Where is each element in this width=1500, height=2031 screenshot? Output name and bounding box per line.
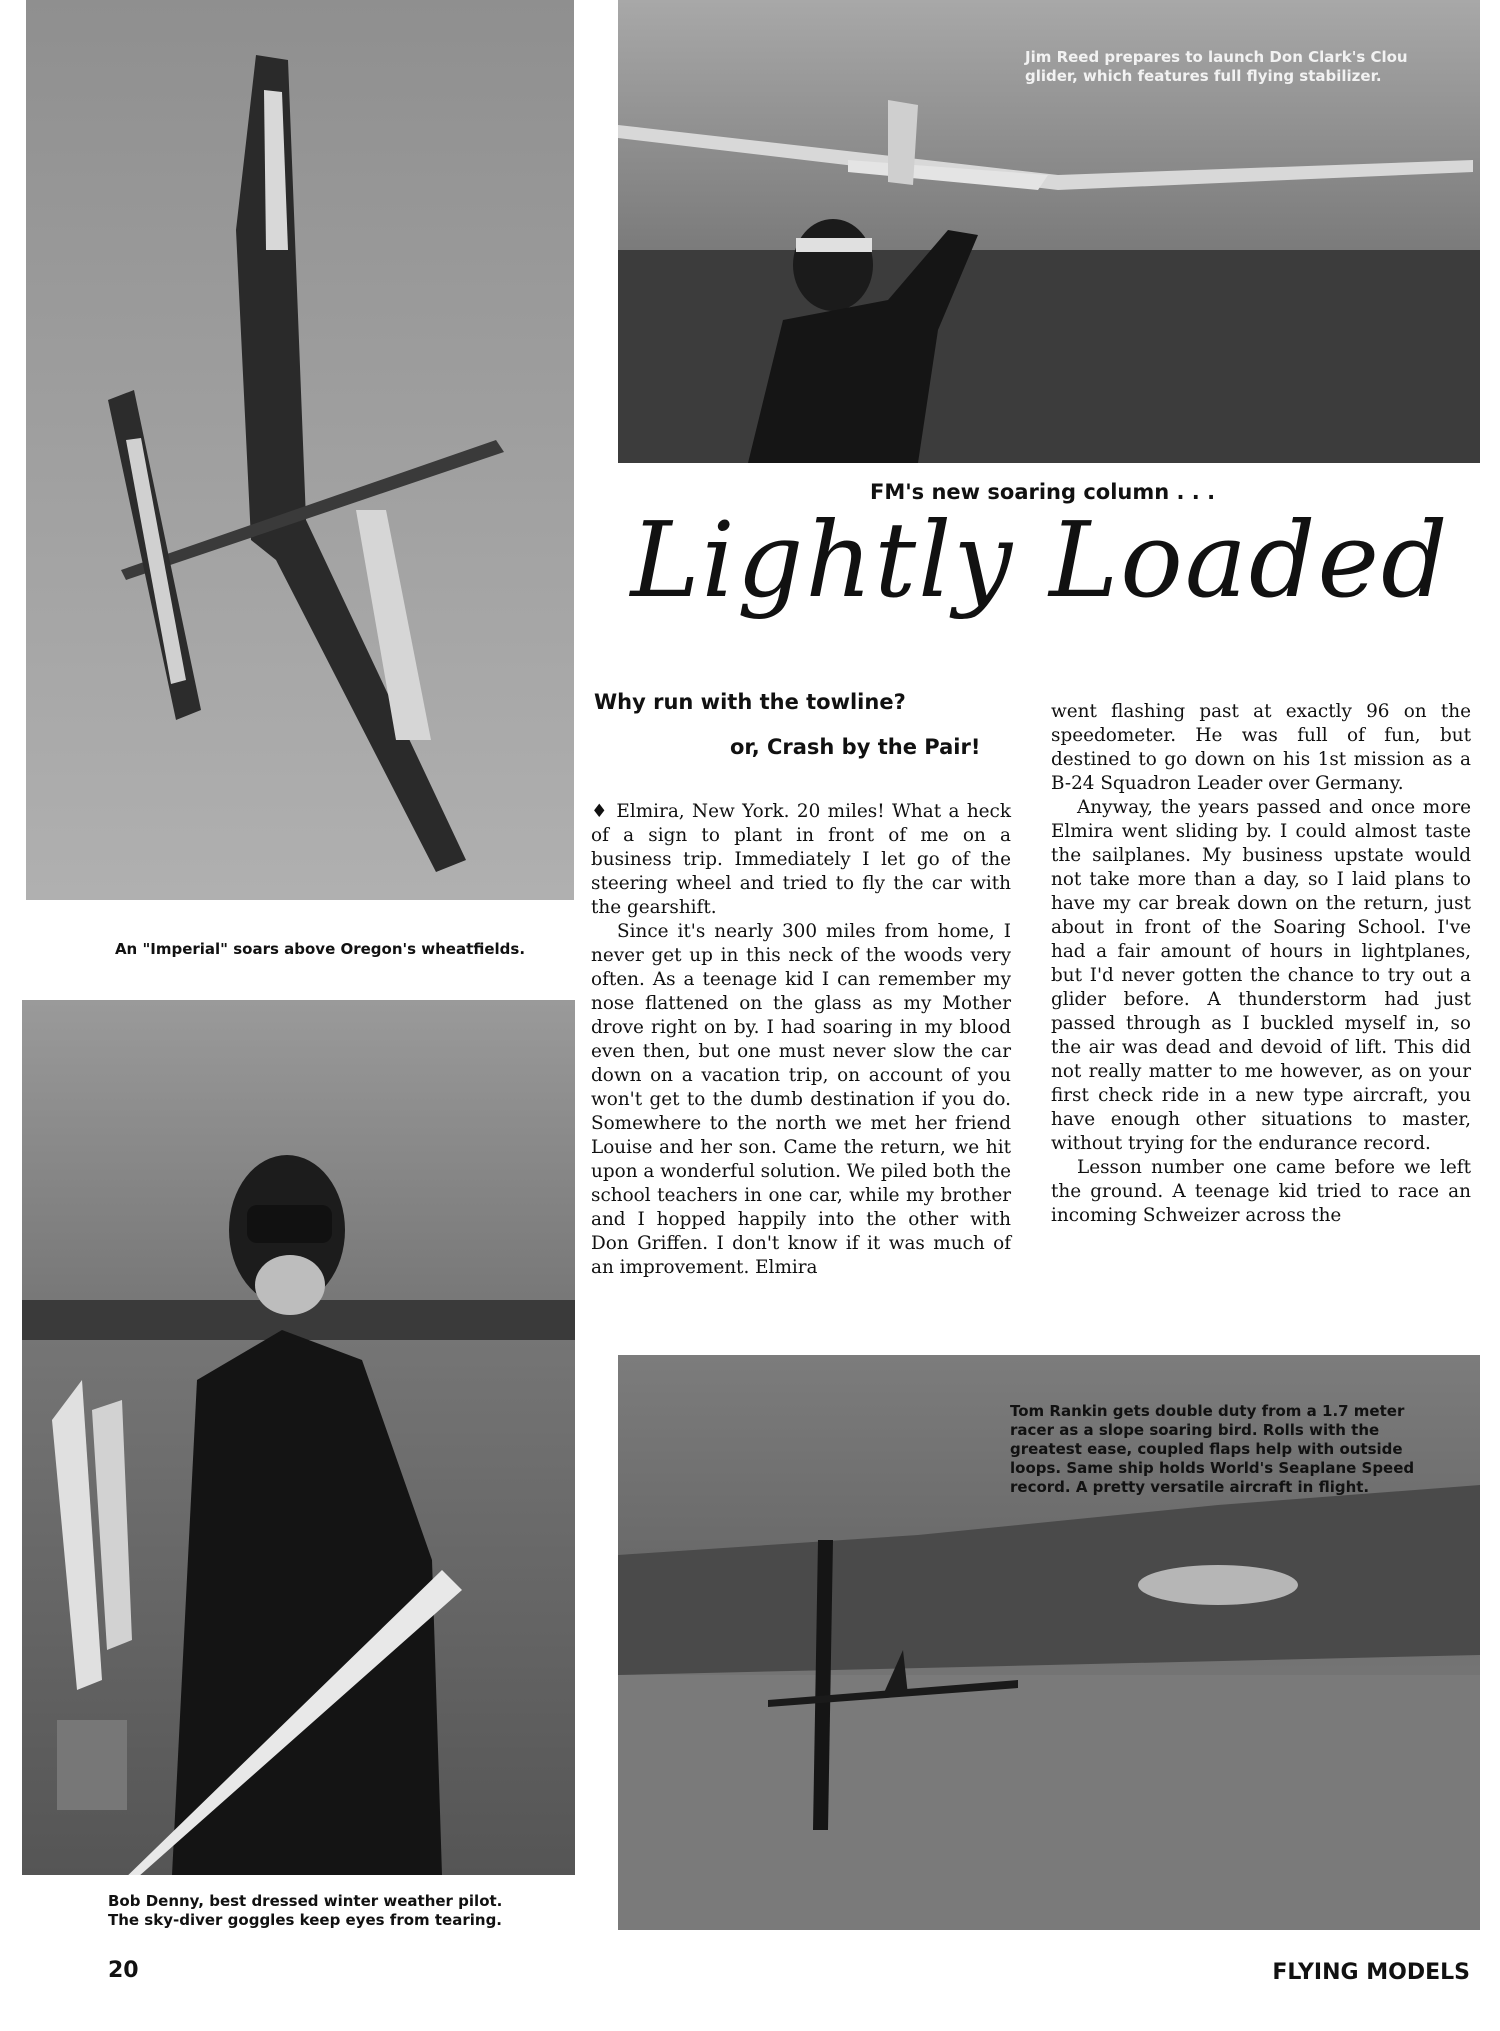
tom-rankin-caption-line-3: greatest ease, coupled flaps help with outside: [1010, 1440, 1403, 1458]
bob-denny-photo: [22, 1000, 575, 1875]
column-2-paragraph-2: Anyway, the years passed and once more Elmira went sliding by. I could almost taste the sailplanes. My business upstate would not take more than a day, so I laid plans to have my car break down on the return, just about in front of the Soaring School. I've had a fair amount of hours in lightplanes, but I'd never gotten the chance to try out a glider before. A thunderstorm had just passed through as I buckled myself in, so the air was dead and devoid of lift. This did not really matter to me however, as on your first check ride in a new type aircraft, you have enough other situations to master, without trying for the endurance record.: [1051, 797, 1471, 1154]
imperial-glider-image: [26, 0, 574, 900]
jim-reed-caption-line-2: glider, which features full flying stabilizer.: [1025, 67, 1382, 85]
bob-denny-caption-line-2: The sky-diver goggles keep eyes from tearing.: [108, 1911, 502, 1929]
bob-denny-caption-line-1: Bob Denny, best dressed winter weather pilot.: [108, 1892, 503, 1910]
column-1-paragraph-1: ♦ Elmira, New York. 20 miles! What a heck of a sign to plant in front of me on a business trip. Immediately I let go of the steering wheel and tried to fly the car with the gearshift.: [591, 801, 1011, 918]
bob-denny-caption: [108, 1892, 548, 1930]
jim-reed-caption-line-1: Jim Reed prepares to launch Don Clark's Clou: [1025, 48, 1408, 66]
column-2-paragraph-3: Lesson number one came before we left the ground. A teenage kid tried to race an incoming Schweizer across the: [1051, 1157, 1471, 1226]
imperial-caption: [60, 940, 580, 959]
tom-rankin-caption-line-5: record. A pretty versatile aircraft in flight.: [1010, 1478, 1370, 1496]
tom-rankin-caption: [1010, 1402, 1450, 1497]
column-1-paragraph-2: Since it's nearly 300 miles from home, I never get up in this neck of the woods very often. As a teenage kid I can remember my nose flattened on the glass as my Mother drove right on by. I had soaring in my blood even then, but one must never slow the car down on a vacation trip, on account of you won't get to the dumb destination if you do. Somewhere to the north we met her friend Louise and her son. Came the return, we hit upon a wonderful solution. We piled both the school teachers in one car, while my brother and I hopped happily into the other with Don Griffen. I don't know if it was much of an improvement. Elmira: [591, 921, 1012, 1278]
imperial-glider-photo: [26, 0, 574, 900]
magazine-name: FLYING MODELS: [1272, 1960, 1470, 1985]
page-number: 20: [108, 1958, 139, 1983]
column-kicker: FM's new soaring column . . .: [870, 480, 1216, 504]
tom-rankin-caption-line-2: racer as a slope soaring bird. Rolls with the: [1010, 1421, 1380, 1439]
subhead-crash: or, Crash by the Pair!: [730, 735, 981, 759]
tom-rankin-caption-line-1: Tom Rankin gets double duty from a 1.7 meter: [1010, 1402, 1405, 1420]
column-2-paragraph-1: went flashing past at exactly 96 on the speedometer. He was full of fun, but destined to go down on his 1st mission as a B-24 Squadron Leader over Germany.: [1051, 701, 1471, 794]
tom-rankin-caption-line-4: loops. Same ship holds World's Seaplane Speed: [1010, 1459, 1415, 1477]
imperial-caption-text: An "Imperial" soars above Oregon's wheatfields.: [114, 940, 526, 958]
article-column-1: [591, 800, 1011, 1280]
subhead-towline: Why run with the towline?: [594, 690, 906, 714]
article-title: Lightly Loaded: [630, 499, 1450, 621]
bob-denny-image: [22, 1000, 575, 1875]
jim-reed-caption: [1025, 48, 1455, 86]
article-column-2: [1051, 700, 1471, 1228]
